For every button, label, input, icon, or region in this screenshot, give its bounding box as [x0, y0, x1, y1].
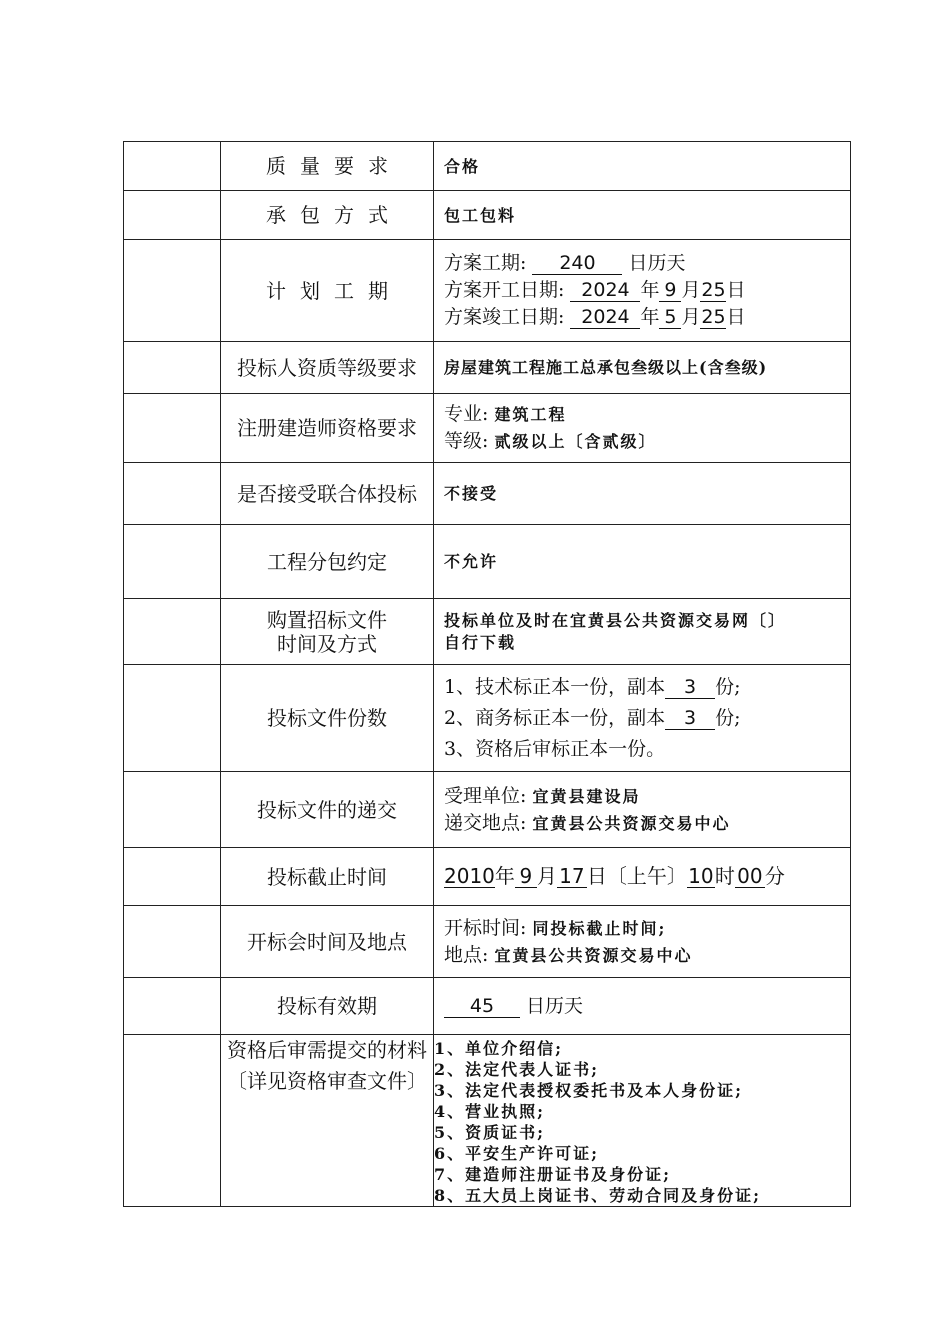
- bidder-qualification-label: 投标人资质等级要求: [221, 342, 434, 394]
- row-subcontract: [124, 525, 851, 599]
- duration-unit: 日历天: [628, 252, 686, 274]
- purchase-value-line1: 投标单位及时在宜黄县公共资源交易网〔〕: [444, 610, 787, 630]
- row-contract: [124, 191, 851, 240]
- copies-line1-suffix: 份;: [715, 675, 741, 698]
- contract-label: 承包方式: [221, 191, 434, 240]
- deadline-month-char: 月: [536, 864, 557, 888]
- blank-cell: [124, 191, 221, 240]
- submission-place-line: [444, 810, 850, 837]
- month-char: 月: [681, 279, 701, 301]
- purchase-label-line2: 时间及方式: [277, 631, 377, 656]
- blank-cell: [124, 394, 221, 463]
- submission-unit-line: [444, 783, 850, 810]
- copies-line1-num: 3: [665, 676, 715, 699]
- duration-line: [444, 250, 850, 277]
- subcontract-label: 工程分包约定: [221, 525, 434, 599]
- copies-line2-num: 3: [665, 707, 715, 730]
- deadline-hour: 10: [688, 864, 714, 888]
- contract-value: 包工包料: [434, 191, 851, 240]
- end-date-line: [444, 304, 850, 331]
- copies-line3: 3、资格后审标正本一份。: [444, 737, 666, 760]
- grade-value: 贰级以上〔含贰级〕: [494, 432, 657, 451]
- major-line: [444, 401, 850, 428]
- list-item: 5、资质证书;: [434, 1123, 546, 1142]
- end-day: 25: [701, 306, 726, 328]
- opening-time-value: 同投标截止时间;: [532, 918, 667, 938]
- major-value: 建筑工程: [494, 405, 567, 424]
- day-char: 日: [726, 306, 746, 328]
- blank-cell: [124, 240, 221, 342]
- list-item: 7、建造师注册证书及身份证;: [434, 1165, 672, 1184]
- deadline-year-char: 年: [494, 864, 515, 888]
- copies-line1-prefix: 1、技术标正本一份，副本: [444, 675, 666, 698]
- bidder-qualification-value: 房屋建筑工程施工总承包叁级以上(含叁级): [434, 342, 851, 394]
- row-schedule: [124, 240, 851, 342]
- year-char: 年: [640, 306, 660, 328]
- blank-cell: [124, 665, 221, 772]
- start-day: 25: [701, 279, 726, 301]
- start-date-line: [444, 277, 850, 304]
- deadline-year: 2010: [444, 864, 495, 888]
- year-char: 年: [640, 279, 660, 301]
- opening-label: 开标会时间及地点: [221, 906, 434, 978]
- purchase-label-line1: 购置招标文件: [267, 607, 387, 632]
- row-builder-qualification: [124, 394, 851, 463]
- deadline-label: 投标截止时间: [221, 848, 434, 906]
- purchase-value-line2: 自行下载: [444, 632, 517, 652]
- quality-value: 合格: [434, 142, 851, 191]
- blank-cell: [124, 463, 221, 525]
- row-quality: [124, 142, 851, 191]
- builder-qualification-value: [434, 394, 851, 463]
- end-year: 2024: [570, 306, 640, 329]
- deadline-month: 9: [515, 865, 537, 888]
- copies-line2-prefix: 2、商务标正本一份，副本: [444, 706, 666, 729]
- duration-prefix: 方案工期:: [444, 252, 527, 274]
- blank-cell: [124, 1035, 221, 1207]
- deadline-value: [434, 848, 851, 906]
- subcontract-value: 不允许: [434, 525, 851, 599]
- consortium-value: 不接受: [434, 463, 851, 525]
- blank-cell: [124, 848, 221, 906]
- list-item: 8、五大员上岗证书、劳动合同及身份证;: [434, 1186, 762, 1205]
- month-char: 月: [681, 306, 701, 328]
- list-item: 4、营业执照;: [434, 1102, 546, 1121]
- quality-label: 质量要求: [221, 142, 434, 191]
- place-prefix: 递交地点:: [444, 811, 527, 834]
- materials-list: [434, 1035, 851, 1207]
- blank-cell: [124, 772, 221, 848]
- deadline-day-char: 日〔上午〕: [586, 864, 687, 888]
- deadline-minute: 00: [735, 865, 765, 888]
- consortium-label: 是否接受联合体投标: [221, 463, 434, 525]
- grade-prefix: 等级:: [444, 430, 489, 452]
- deadline-minute-char: 分: [764, 864, 785, 888]
- major-prefix: 专业:: [444, 403, 489, 425]
- purchase-label: [221, 599, 434, 665]
- duration-value: 240: [532, 252, 622, 275]
- day-char: 日: [726, 279, 746, 301]
- unit-value: 宜黄县建设局: [532, 786, 641, 806]
- opening-place-value: 宜黄县公共资源交易中心: [494, 945, 693, 965]
- row-purchase: [124, 599, 851, 665]
- validity-value: [434, 978, 851, 1035]
- row-opening: [124, 906, 851, 978]
- copies-label: 投标文件份数: [221, 665, 434, 772]
- blank-cell: [124, 906, 221, 978]
- schedule-label: 计划工期: [221, 240, 434, 342]
- list-item: 6、平安生产许可证;: [434, 1144, 600, 1163]
- place-value: 宜黄县公共资源交易中心: [532, 813, 731, 833]
- opening-time-line: [444, 915, 850, 942]
- validity-unit: 日历天: [526, 994, 584, 1017]
- submission-value: [434, 772, 851, 848]
- purchase-value: [434, 599, 851, 665]
- validity-days: 45: [444, 995, 520, 1018]
- deadline-day: 17: [557, 865, 587, 888]
- materials-label: 资格后审需提交的材料〔详见资格审查文件〕: [221, 1035, 434, 1207]
- list-item: 2、法定代表人证书;: [434, 1060, 600, 1079]
- row-validity: [124, 978, 851, 1035]
- list-item: 1、单位介绍信;: [434, 1039, 564, 1058]
- row-bidder-qualification: [124, 342, 851, 394]
- grade-line: [444, 428, 850, 455]
- validity-label: 投标有效期: [221, 978, 434, 1035]
- copies-line1: [444, 672, 850, 703]
- builder-qualification-label: 注册建造师资格要求: [221, 394, 434, 463]
- submission-label: 投标文件的递交: [221, 772, 434, 848]
- list-item: 3、法定代表授权委托书及本人身份证;: [434, 1081, 744, 1100]
- deadline-hour-char: 时: [714, 864, 735, 888]
- end-month: 5: [659, 306, 681, 329]
- opening-value: [434, 906, 851, 978]
- row-copies: [124, 665, 851, 772]
- start-month: 9: [659, 279, 681, 302]
- unit-prefix: 受理单位:: [444, 784, 527, 807]
- blank-cell: [124, 142, 221, 191]
- blank-cell: [124, 525, 221, 599]
- opening-time-prefix: 开标时间:: [444, 916, 527, 939]
- blank-cell: [124, 599, 221, 665]
- schedule-value: [434, 240, 851, 342]
- copies-line2: [444, 703, 850, 734]
- start-year: 2024: [570, 279, 640, 302]
- opening-place-line: [444, 942, 850, 969]
- end-prefix: 方案竣工日期:: [444, 306, 565, 328]
- copies-line2-suffix: 份;: [715, 706, 741, 729]
- row-consortium: [124, 463, 851, 525]
- blank-cell: [124, 342, 221, 394]
- start-prefix: 方案开工日期:: [444, 279, 565, 301]
- blank-cell: [124, 978, 221, 1035]
- row-deadline: [124, 848, 851, 906]
- row-materials: [124, 1035, 851, 1207]
- row-submission: [124, 772, 851, 848]
- opening-place-prefix: 地点:: [444, 943, 489, 966]
- tender-info-table: [123, 141, 851, 1207]
- copies-value: [434, 665, 851, 772]
